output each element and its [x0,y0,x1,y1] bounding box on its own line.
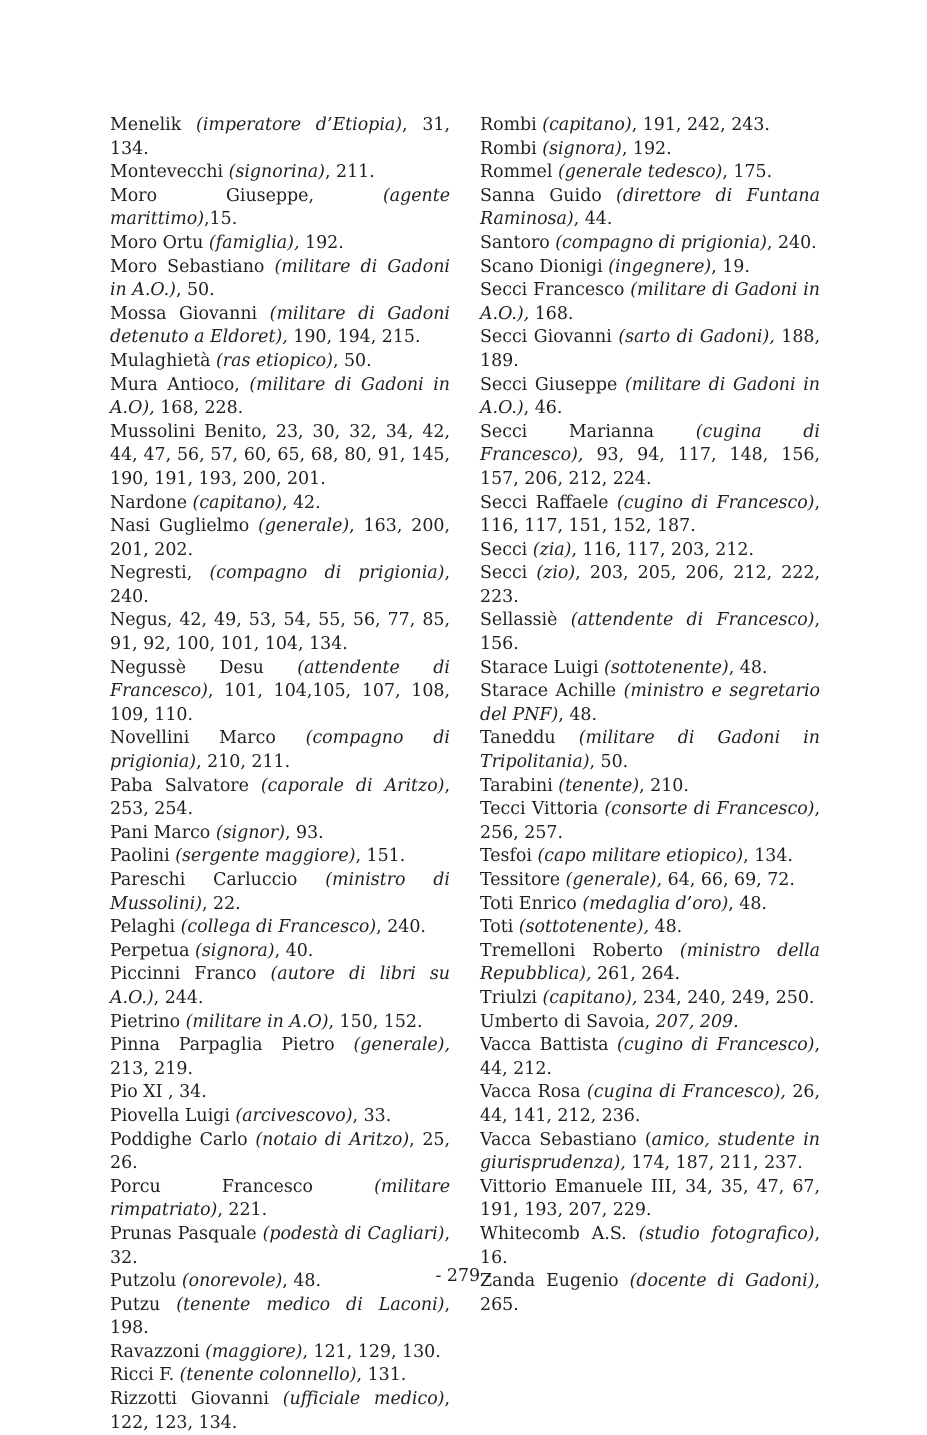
entry-description: (studio fotografico) [638,1223,815,1244]
entry-description: (direttore di Funtana Raminosa) [480,185,820,230]
index-entry [110,609,450,656]
entry-description: (tenente) [558,775,640,796]
entry-name: Putzolu [110,1271,182,1292]
entry-name: Porcu Francesco [110,1176,375,1197]
index-entry [110,1294,450,1341]
entry-description: (capitano) [192,492,282,513]
index-entry [110,350,450,374]
index-entry [480,256,820,280]
entry-name: Moro Sebastiano [110,256,275,277]
index-entry [110,232,450,256]
entry-description: (signora) [195,940,275,961]
entry-name: Santoro [480,232,556,253]
entry-name: Nardone [110,492,193,513]
entry-description: (generale) [565,870,657,890]
entry-name: Paolini [110,846,176,867]
entry-description: (consorte di Francesco) [604,799,815,820]
entry-pages: , 191, 242, 243. [631,115,770,135]
index-entry [110,1034,450,1081]
entry-name: Negussè Desu [110,657,298,678]
entry-name: Ricci F. [110,1365,180,1386]
entry-description: (attendente di Francesco) [110,657,450,702]
entry-name: Pietrino [110,1011,186,1032]
entry-name: Negresti, [110,563,210,584]
entry-name: Tesfoi [480,846,538,867]
entry-name: Pani Marco [110,822,216,843]
entry-description: (zia) [532,539,572,560]
entry-name: Moro Giuseppe, [110,185,383,206]
entry-description: (onorevole) [181,1271,283,1292]
entry-pages: 48. [649,917,683,938]
entry-name: Novellini Marco [110,728,306,749]
index-entry [480,1176,820,1223]
index-entry [110,1011,450,1035]
entry-pages: 213, 219. [110,1058,193,1079]
index-entry [480,657,820,681]
index-entry [480,940,820,987]
entry-name: Pareschi Carluccio [110,870,326,890]
entry-pages: , 244. [153,987,204,1008]
entry-name: Vacca Sebastiano ( [480,1129,652,1150]
entry-name: Piccinni Franco [110,964,271,985]
entry-pages: , 116, 117, 151, 152, 187. [480,492,820,537]
entry-pages: , 46. [523,398,563,419]
index-entry [480,916,820,940]
entry-name: Secci Giuseppe [480,374,625,395]
entry-description: (agente marittimo) [110,185,450,230]
entry-description: (ministro della Repubblica), [480,940,820,985]
entry-name: Sellassiè [480,610,571,631]
index-entry [480,1011,820,1035]
entry-pages: , 198. [110,1294,450,1339]
index-entry [110,185,450,232]
index-entry [110,1223,450,1270]
index-entry [480,727,820,774]
entry-pages: , 50. [175,280,215,301]
index-entry [110,1129,450,1176]
index-entry [480,326,820,373]
entry-name: Secci [480,563,537,584]
entry-description: (militare di Gadoni in A.O.) [110,256,450,301]
entry-pages: 168, 228. [154,398,244,419]
entry-pages: , 240. [376,917,426,938]
index-entry [110,303,450,350]
index-entry [110,1105,450,1129]
entry-pages: 188, 189. [480,327,820,371]
entry-name: Ravazzoni [110,1341,206,1362]
entry-description: (maggiore) [205,1341,303,1362]
entry-description: (generale), [353,1035,450,1056]
entry-description: (arcivescovo) [235,1105,353,1126]
entry-pages: , 42. [281,492,321,513]
index-entry [480,680,820,727]
entry-description: (cugina di Francesco), [480,421,820,466]
entry-pages: , 240. [766,232,817,253]
entry-description: (compagno di prigionia) [209,563,445,584]
index-entry [480,185,820,232]
entry-name: Montevecchi [110,162,229,183]
index-entry [110,869,450,916]
entry-pages: , 210. [639,775,689,796]
entry-description: (generale tedesco) [557,162,723,183]
entry-name: Mulaghietà [110,350,217,371]
index-entry [110,421,450,492]
entry-description: (militare di Gadoni detenuto a Eldoret), [110,303,450,348]
index-entry [480,279,820,326]
entry-description: (capitano) [542,115,632,135]
index-entry [480,161,820,185]
entry-pages: , 175. [722,162,773,183]
entry-pages: , 16. [480,1223,820,1268]
entry-pages: ,15. [204,209,238,230]
entry-name: Moro Ortu [110,232,209,253]
entry-pages: , 150, 152. [328,1011,423,1032]
entry-pages: 261, 264. [591,964,681,985]
entry-name: Vittorio Emanuele III, 34, 35, 47, 67, 191, 193, 207, 229. [480,1176,820,1221]
index-entry [110,1081,450,1105]
index-column-right [480,114,820,1317]
entry-pages: , 131. [356,1365,407,1386]
page-number: - 279 - [435,1266,492,1286]
entry-description: (podestà di Cagliari) [262,1223,445,1244]
entry-name: Paba Salvatore [110,775,261,796]
entry-description: (zio) [536,563,576,584]
index-entry [480,232,820,256]
entry-pages: , 48. [558,704,598,725]
entry-description: (generale) [258,516,350,537]
index-entry [110,775,450,822]
entry-description: (militare in A.O) [185,1011,329,1032]
entry-pages: , 192. [621,138,672,159]
entry-description: (militare di Gadoni in A.O.), [480,280,820,324]
index-entry [110,822,450,846]
entry-description: (docente di Gadoni) [629,1271,815,1292]
entry-pages: , 203, 205, 206, 212, 222, 223. [480,563,820,607]
entry-description: (militare di Gadoni in A.O.) [480,374,820,419]
entry-pages: , 44, 212. [480,1035,820,1079]
entry-name: Scano Dionigi [480,256,609,277]
entry-pages: , 48. [728,893,767,914]
entry-pages: , 163, 200, 201, 202. [110,516,451,560]
entry-pages: , 31, 134. [110,115,451,159]
entry-description: (medaglia d’oro) [582,893,729,914]
entry-name: Perpetua [110,940,196,961]
index-entry [110,963,450,1010]
entry-pages: , 25, 26. [110,1129,451,1174]
entry-name: Poddighe Carlo [110,1129,256,1150]
entry-description: (collega di Francesco) [180,917,377,938]
index-column-left [110,114,450,1435]
index-entry [480,1129,820,1176]
entry-description: (sarto di Gadoni), [618,327,775,348]
entry-description: (autore di libri su A.O.) [110,964,451,1008]
entry-name: Vacca Rosa [480,1082,587,1103]
entry-description: (signor) [215,822,285,843]
entry-description: (sottotenente), [518,917,650,938]
entry-pages: , 116, 117, 203, 212. [571,539,754,560]
entry-name: Starace Achille [480,681,624,702]
entry-name: Zanda Eugenio [480,1271,630,1292]
entry-description: (ingegnere) [608,256,712,277]
entry-name: Piovella Luigi [110,1105,236,1126]
entry-name: Secci Marianna [480,421,696,442]
entry-pages: , 40. [274,940,314,961]
index-entry [480,374,820,421]
entry-description: (cugino di Francesco) [616,492,815,513]
entry-pages: , 134. [743,846,793,867]
entry-name: Umberto di Savoia, [480,1011,656,1032]
entry-pages: , 151. [355,846,406,867]
entry-name: Whitecomb A.S. [480,1223,639,1244]
index-entry [110,1341,450,1365]
entry-description: (tenente medico di Laconi) [176,1294,445,1315]
entry-description: 207, 209. [655,1011,739,1032]
index-entry [480,893,820,917]
entry-name: Mossa Giovanni [110,303,270,324]
entry-description: (ministro di Mussolini) [110,870,450,914]
entry-description: (capitano), [542,987,638,1008]
entry-pages: , 48. [728,657,768,678]
entry-description: (ufficiale medico) [282,1389,445,1410]
entry-name: Prunas Pasquale [110,1223,263,1244]
entry-pages: , 221. [217,1200,268,1221]
entry-name: Negus, 42, 49, 53, 54, 55, 56, 77, 85, 91, 92, 100, 101, 104, 134. [110,610,450,655]
entry-pages: , 256, 257. [480,799,820,843]
entry-pages: , 64, 66, 69, 72. [656,870,795,890]
index-entry [480,1223,820,1270]
entry-description: (militare di Gadoni in A.O), [110,374,451,419]
entry-name: Menelik [110,115,197,135]
index-entry [110,492,450,516]
entry-name: Rombi [480,115,543,135]
entry-description: (ras etiopico) [216,350,333,371]
entry-pages: , 122, 123, 134. [110,1389,450,1433]
entry-description: (militare rimpatriato) [110,1176,450,1221]
entry-pages: , 44. [573,209,613,230]
index-entry [110,727,450,774]
entry-pages: , 50. [589,752,629,773]
index-entry [110,1364,450,1388]
entry-description: (tenente colonnello) [179,1365,357,1386]
entry-name: Pio XI , 34. [110,1082,207,1103]
index-entry [480,775,820,799]
entry-name: Secci [480,539,533,560]
entry-name: Pinna Parpaglia Pietro [110,1035,354,1056]
index-entry [110,256,450,303]
entry-name: Rommel [480,162,558,183]
index-entry [110,114,450,161]
entry-pages: , 32. [110,1223,450,1268]
index-entry [110,940,450,964]
index-entry [480,845,820,869]
entry-name: Sanna Guido [480,185,617,206]
entry-pages: , 265. [480,1271,821,1315]
entry-name: Taneddu [480,728,579,749]
entry-description: (signora) [542,138,622,159]
entry-pages: , 50. [332,350,372,371]
entry-name: Starace Luigi [480,657,605,678]
entry-pages: 168. [529,303,574,324]
entry-description: (sergente maggiore) [175,846,356,867]
entry-name: Mussolini Benito, 23, 30, 32, 34, 42, 44, 47, 56, 57, 60, 65, 68, 80, 91, 145, 190, 191, 193, 200, 201. [110,421,450,489]
index-entry [110,916,450,940]
entry-description: (cugino di Francesco) [616,1035,815,1056]
entry-pages: , 240. [110,563,450,607]
entry-pages: 192. [299,232,344,253]
entry-name: Toti Enrico [480,893,583,914]
index-entry [110,657,450,728]
entry-name: Tarabini [480,775,559,796]
entry-name: Tremelloni Roberto [480,940,680,961]
entry-name: Putzu [110,1294,177,1315]
entry-pages: , 210, 211. [196,752,291,773]
index-entry [480,1034,820,1081]
index-entry [480,492,820,539]
entry-pages: 190, 194, 215. [287,327,421,348]
index-entry [480,609,820,656]
index-entry [480,562,820,609]
entry-description: (attendente di Francesco) [570,610,815,631]
index-entry [110,515,450,562]
entry-description: (militare di Gadoni in Tripolitania) [480,728,820,773]
index-entry [480,138,820,162]
entry-name: Secci Francesco [480,280,631,301]
entry-pages: , 121, 129, 130. [302,1341,441,1362]
entry-pages: , 33. [352,1105,392,1126]
entry-pages: 93, 94, 117, 148, 156, 157, 206, 212, 224. [480,445,820,489]
entry-pages: , 93. [285,822,324,843]
entry-description: (cugina di Francesco), [586,1082,786,1103]
index-entry [110,845,450,869]
entry-name: Secci Giovanni [480,327,619,348]
entry-description: (imperatore d’Etiopia) [196,115,403,135]
index-entry [480,869,820,893]
entry-pages: 234, 240, 249, 250. [637,987,815,1008]
entry-description: (caporale di Aritzo) [260,775,445,796]
entry-name: Rombi [480,138,543,159]
entry-pages: 174, 187, 211, 237. [625,1153,803,1174]
entry-description: (capo militare etiopico) [537,846,744,867]
entry-pages: , 211. [324,162,375,183]
entry-description: (signorina) [228,162,325,183]
entry-pages: , 19. [711,256,750,277]
entry-name: Tecci Vittoria [480,799,605,820]
entry-description: (sottotenente) [604,657,729,678]
entry-name: Mura Antioco, [110,374,250,395]
entry-name: Tessitore [480,870,566,890]
entry-name: Triulzi [480,987,543,1008]
index-entry [110,1388,450,1435]
entry-name: Rizzotti Giovanni [110,1389,283,1410]
index-entry [480,798,820,845]
entry-description: amico, studente in giurisprudenza), [480,1129,820,1174]
index-entry [480,1081,820,1128]
entry-pages: , 101, 104,105, 107, 108, 109, 110. [110,681,450,725]
index-entry [480,539,820,563]
entry-description: (ministro e segretario del PNF) [480,681,820,725]
index-entry [110,374,450,421]
index-entry [110,161,450,185]
entry-name: Secci Raffaele [480,492,617,513]
entry-name: Vacca Battista [480,1035,617,1056]
entry-pages: , 253, 254. [110,775,450,820]
entry-name: Toti [480,917,519,938]
index-entry [480,114,820,138]
entry-pages: , 156. [480,610,820,655]
entry-description: (famiglia), [208,232,300,253]
entry-description: (compagno di prigionia) [555,232,767,253]
entry-pages: , 22. [202,893,241,914]
entry-name: Nasi Guglielmo [110,516,259,537]
entry-pages: 26, 44, 141, 212, 236. [480,1082,821,1126]
entry-description: (notaio di Aritzo) [255,1129,410,1150]
index-entry [480,421,820,492]
entry-description: (compagno di prigionia) [110,728,450,773]
index-entry [110,1176,450,1223]
entry-pages: , 48. [282,1271,322,1292]
index-entry [480,987,820,1011]
index-entry [110,562,450,609]
entry-name: Pelaghi [110,917,181,938]
